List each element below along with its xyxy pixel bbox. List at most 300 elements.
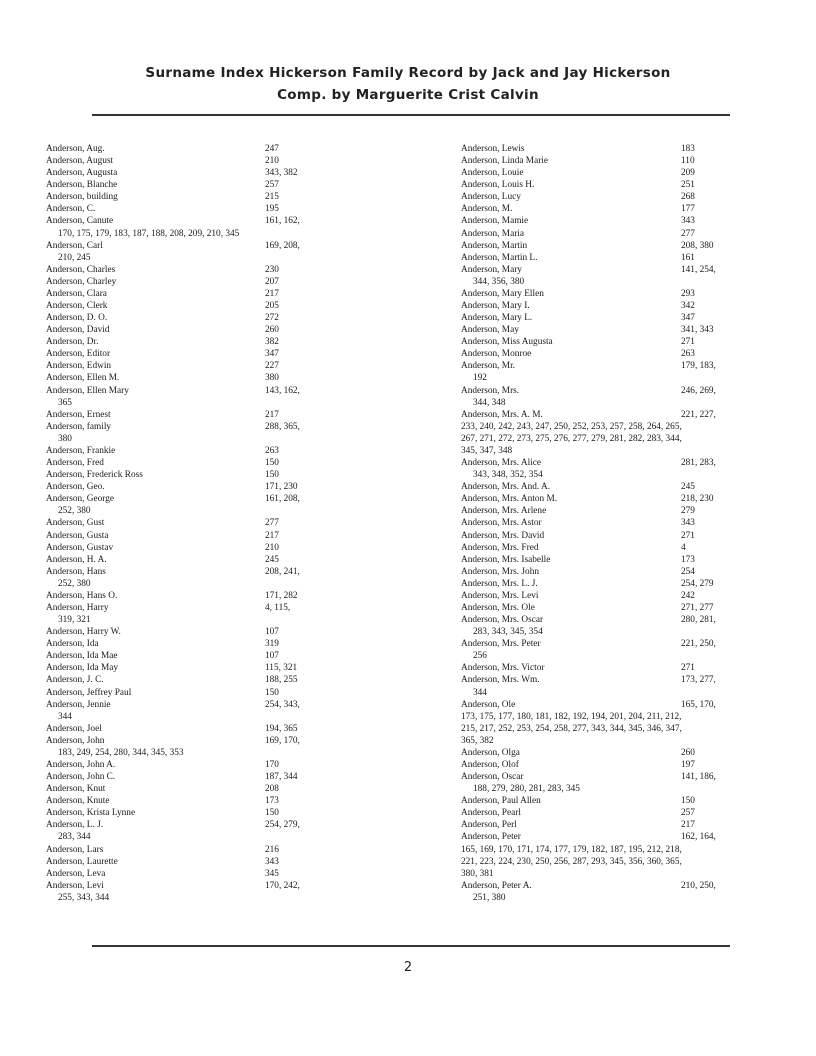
entry-pages-continued: 192	[473, 373, 487, 384]
index-entry	[46, 807, 346, 819]
index-entry	[461, 336, 761, 348]
entry-pages-continued: 283, 343, 345, 354	[473, 627, 543, 638]
entry-name: Anderson, Mrs. Astor	[461, 518, 542, 529]
index-entry	[46, 240, 346, 264]
entry-name: Anderson, Peter	[461, 832, 521, 843]
index-entry	[46, 288, 346, 300]
entry-pages: 268	[681, 192, 695, 203]
entry-pages: 271	[681, 530, 695, 541]
index-entry	[46, 554, 346, 566]
entry-pages: 254, 279	[681, 578, 714, 589]
index-entry	[461, 554, 761, 566]
index-entry	[461, 638, 761, 662]
index-entry	[461, 385, 761, 409]
index-entry	[461, 759, 761, 771]
entry-name: Anderson, Mrs. Fred	[461, 542, 539, 553]
header-title: Surname Index Hickerson Family Record by Jack and Jay Hickerson	[145, 65, 671, 81]
entry-name: Anderson, Frederick Ross	[46, 470, 143, 481]
index-entry	[461, 795, 761, 807]
entry-pages-continued: 252, 380	[58, 506, 91, 517]
entry-name: Anderson, Mrs. Levi	[461, 590, 539, 601]
entry-pages: 277	[265, 518, 279, 529]
entry-pages-continued: 344	[58, 711, 72, 722]
index-entry	[461, 771, 761, 795]
entry-name: Anderson, family	[46, 421, 112, 432]
index-entry	[46, 215, 346, 239]
entry-name: Anderson, Mary L.	[461, 313, 533, 324]
entry-pages: 245	[265, 554, 279, 565]
index-entry	[46, 856, 346, 868]
index-entry	[461, 143, 761, 155]
entry-name: Anderson, Miss Augusta	[461, 337, 553, 348]
entry-pages: 271	[681, 663, 695, 674]
index-entry	[461, 831, 761, 879]
entry-name: Anderson, Lars	[46, 844, 104, 855]
entry-name: Anderson, Mrs. And. A.	[461, 482, 551, 493]
entry-name: Anderson, Mrs. David	[461, 530, 545, 541]
entry-name: Anderson, Krista Lynne	[46, 808, 136, 819]
index-entry	[46, 650, 346, 662]
entry-name: Anderson, Mrs. A. M.	[461, 409, 543, 420]
entry-pages: 210	[265, 542, 279, 553]
index-entry	[46, 481, 346, 493]
index-entry	[461, 517, 761, 529]
header-compiler: Comp. by Marguerite Crist Calvin	[277, 87, 539, 103]
entry-name: Anderson, Mrs. Victor	[461, 663, 545, 674]
entry-name: Anderson, Harry W.	[46, 627, 121, 638]
entry-pages: 347	[265, 349, 279, 360]
entry-name: Anderson, May	[461, 325, 519, 336]
entry-name: Anderson, Louie	[461, 168, 524, 179]
entry-pages: 347	[681, 313, 695, 324]
entry-name: Anderson, Olga	[461, 747, 520, 758]
entry-name: Anderson, Martin	[461, 240, 528, 251]
entry-name: Anderson, Mary I.	[461, 301, 530, 312]
entry-pages: 161	[681, 252, 695, 263]
entry-pages: 254	[681, 566, 695, 577]
index-entry	[46, 566, 346, 590]
entry-pages: 183	[681, 144, 695, 154]
entry-pages: 279	[681, 506, 695, 517]
index-entry	[46, 348, 346, 360]
entry-pages-continued: 233, 240, 242, 243, 247, 250, 252, 253, 257, 258, 264, 265,	[461, 421, 682, 432]
entry-name: Anderson, Clerk	[46, 301, 108, 312]
entry-name: Anderson, Levi	[46, 880, 104, 891]
entry-name: Anderson, Blanche	[46, 180, 118, 191]
entry-name: Anderson, Clara	[46, 288, 107, 299]
entry-pages: 177	[681, 204, 695, 215]
index-entry	[46, 517, 346, 529]
index-entry	[461, 457, 761, 481]
index-entry	[46, 844, 346, 856]
entry-pages: 169, 208,	[265, 240, 300, 251]
entry-pages: 195	[265, 204, 279, 215]
index-entry	[46, 457, 346, 469]
entry-pages: 4	[681, 542, 686, 553]
index-entry	[46, 735, 346, 759]
entry-pages: 171, 282	[265, 590, 298, 601]
entry-name: Anderson, Carl	[46, 240, 103, 251]
entry-pages: 260	[265, 325, 279, 336]
entry-name: Anderson, Mrs. Oscar	[461, 615, 544, 626]
entry-name: Anderson, Laurette	[46, 856, 118, 867]
entry-pages: 150	[265, 687, 279, 698]
entry-pages: 341, 343	[681, 325, 714, 336]
index-entry	[461, 481, 761, 493]
entry-pages: 143, 162,	[265, 385, 300, 396]
entry-pages: 271	[681, 337, 695, 348]
index-entry	[46, 421, 346, 445]
entry-name: Anderson, Frankie	[46, 445, 116, 456]
index-entry	[461, 409, 761, 457]
index-entry	[46, 445, 346, 457]
entry-pages: 209	[681, 168, 695, 179]
index-entry	[46, 409, 346, 421]
entry-name: Anderson, J. C.	[46, 675, 104, 686]
entry-name: Anderson, Perl	[461, 820, 517, 831]
index-entry	[461, 228, 761, 240]
entry-pages: 169, 170,	[265, 735, 300, 746]
entry-name: Anderson, Ida	[46, 639, 99, 650]
entry-name: Anderson, Jeffrey Paul	[46, 687, 132, 698]
entry-pages: 107	[265, 627, 279, 638]
index-entry	[461, 203, 761, 215]
index-entry	[461, 493, 761, 505]
entry-pages-continued: 221, 223, 224, 230, 250, 256, 287, 293, 345, 356, 360, 365,	[461, 856, 682, 867]
index-entry	[461, 614, 761, 638]
entry-pages-continued: 173, 175, 177, 180, 181, 182, 192, 194, 201, 204, 211, 212,	[461, 711, 682, 722]
entry-name: Anderson, Joel	[46, 723, 102, 734]
index-entry	[46, 771, 346, 783]
entry-pages: 218, 230	[681, 494, 714, 505]
index-entry	[461, 662, 761, 674]
entry-pages: 380	[265, 373, 279, 384]
entry-name: Anderson, H. A.	[46, 554, 107, 565]
entry-name: Anderson, Mamie	[461, 216, 529, 227]
entry-name: Anderson, Mrs. Arlene	[461, 506, 547, 517]
index-entry	[461, 542, 761, 554]
entry-pages: 217	[265, 530, 279, 541]
index-entry	[46, 385, 346, 409]
entry-name: Anderson, Hans O.	[46, 590, 118, 601]
entry-pages: 162, 164,	[681, 832, 716, 843]
entry-name: Anderson, Editor	[46, 349, 111, 360]
entry-pages: 110	[681, 156, 695, 167]
entry-name: Anderson, Mrs.	[461, 385, 520, 396]
entry-name: Anderson, Pearl	[461, 808, 521, 819]
entry-name: Anderson, Ernest	[46, 409, 111, 420]
entry-pages-continued: 210, 245	[58, 252, 91, 263]
index-entry	[46, 360, 346, 372]
entry-pages-continued: 252, 380	[58, 578, 91, 589]
index-entry	[461, 252, 761, 264]
index-entry	[461, 288, 761, 300]
entry-pages: 254, 279,	[265, 820, 300, 831]
entry-pages: 205	[265, 301, 279, 312]
index-entry	[46, 324, 346, 336]
entry-name: Anderson, Mrs. Wm.	[461, 675, 540, 686]
index-entry	[46, 699, 346, 723]
entry-pages: 197	[681, 759, 695, 770]
index-entry	[461, 300, 761, 312]
entry-name: Anderson, Mrs. Anton M.	[461, 494, 558, 505]
entry-pages: 170	[265, 759, 279, 770]
entry-name: Anderson, Martin L.	[461, 252, 538, 263]
entry-pages: 170, 242,	[265, 880, 300, 891]
index-entry	[461, 578, 761, 590]
index-entry	[461, 566, 761, 578]
entry-pages: 4, 115,	[265, 602, 291, 613]
entry-pages-continued: 380, 381	[461, 868, 494, 879]
entry-pages: 245	[681, 482, 695, 493]
index-entry	[461, 807, 761, 819]
entry-pages-continued: 344, 348	[473, 397, 506, 408]
entry-pages: 217	[265, 409, 279, 420]
index-entry	[46, 674, 346, 686]
entry-pages: 161, 162,	[265, 216, 300, 227]
page-number: 2	[403, 960, 413, 975]
entry-name: Anderson, Louis H.	[461, 180, 535, 191]
index-entry	[46, 179, 346, 191]
index-entry	[46, 723, 346, 735]
index-entry	[461, 530, 761, 542]
entry-name: Anderson, Oscar	[461, 772, 524, 783]
entry-pages: 208	[265, 784, 279, 795]
index-entry	[46, 590, 346, 602]
entry-pages-continued: 256	[473, 651, 487, 662]
entry-pages: 217	[681, 820, 695, 831]
entry-name: Anderson, Gustav	[46, 542, 114, 553]
entry-name: Anderson, George	[46, 494, 114, 505]
entry-pages: 293	[681, 288, 695, 299]
entry-name: Anderson, August	[46, 156, 114, 167]
entry-name: Anderson, Harry	[46, 602, 109, 613]
entry-name: Anderson, Lucy	[461, 192, 521, 203]
entry-pages: 221, 227,	[681, 409, 716, 420]
entry-pages: 230	[265, 264, 279, 275]
entry-pages: 173	[681, 554, 695, 565]
index-entry	[461, 880, 761, 904]
index-entry	[46, 602, 346, 626]
entry-name: Anderson, L. J.	[46, 820, 104, 831]
entry-name: Anderson, Leva	[46, 868, 106, 879]
entry-pages: 187, 344	[265, 772, 298, 783]
page-header	[0, 62, 816, 106]
entry-name: Anderson, Jennie	[46, 699, 111, 710]
entry-pages-continued: 343, 348, 352, 354	[473, 470, 543, 481]
entry-name: Anderson, Mrs. Ole	[461, 602, 535, 613]
entry-pages: 288, 365,	[265, 421, 300, 432]
entry-pages: 242	[681, 590, 695, 601]
entry-pages: 263	[265, 445, 279, 456]
entry-name: Anderson, Dr.	[46, 337, 99, 348]
entry-name: Anderson, Charley	[46, 276, 117, 287]
index-entry	[46, 530, 346, 542]
entry-name: Anderson, M.	[461, 204, 513, 215]
entry-pages: 382	[265, 337, 279, 348]
entry-pages: 107	[265, 651, 279, 662]
entry-name: Anderson, Monroe	[461, 349, 532, 360]
entry-pages-continued: 319, 321	[58, 615, 91, 626]
entry-pages: 345	[265, 868, 279, 879]
index-entry	[46, 264, 346, 276]
entry-name: Anderson, Knute	[46, 796, 110, 807]
index-entry	[46, 795, 346, 807]
entry-name: Anderson, David	[46, 325, 110, 336]
index-entry	[46, 191, 346, 203]
entry-name: Anderson, Ida May	[46, 663, 119, 674]
entry-pages-continued: 251, 380	[473, 892, 506, 903]
index-entry	[461, 348, 761, 360]
entry-name: Anderson, Peter A.	[461, 880, 532, 891]
entry-pages: 343	[681, 518, 695, 529]
entry-pages-continued: 188, 279, 280, 281, 283, 345	[473, 784, 580, 795]
index-entry	[461, 602, 761, 614]
entry-pages: 246, 269,	[681, 385, 716, 396]
index-entry	[46, 880, 346, 904]
entry-name: Anderson, Edwin	[46, 361, 112, 372]
entry-name: Anderson, Lewis	[461, 144, 525, 154]
entry-pages: 115, 321	[265, 663, 298, 674]
entry-pages: 263	[681, 349, 695, 360]
index-entry	[461, 674, 761, 698]
index-entry	[461, 505, 761, 517]
index-entry	[461, 312, 761, 324]
index-entry	[461, 191, 761, 203]
index-entry	[461, 240, 761, 252]
entry-pages-continued: 344, 356, 380	[473, 276, 525, 287]
index-entry	[46, 626, 346, 638]
entry-name: Anderson, Mrs. L. J.	[461, 578, 538, 589]
entry-pages: 277	[681, 228, 695, 239]
entry-name: Anderson, Gust	[46, 518, 105, 529]
entry-pages: 257	[681, 808, 695, 819]
entry-name: Anderson, Charles	[46, 264, 116, 275]
entry-pages: 210	[265, 156, 279, 167]
footer-rule	[92, 945, 730, 947]
entry-pages-continued: 183, 249, 254, 280, 344, 345, 353	[58, 747, 184, 758]
index-entry	[461, 215, 761, 227]
entry-pages: 141, 254,	[681, 264, 716, 275]
entry-pages: 281, 283,	[681, 458, 716, 469]
entry-name: Anderson, D. O.	[46, 313, 108, 324]
index-entry	[46, 469, 346, 481]
entry-pages: 171, 230	[265, 482, 298, 493]
index-entry	[461, 819, 761, 831]
entry-pages-continued: 165, 169, 170, 171, 174, 177, 179, 182, 187, 195, 212, 218,	[461, 844, 682, 855]
entry-name: Anderson, Mary Ellen	[461, 288, 544, 299]
entry-pages-continued: 344	[473, 687, 487, 698]
index-column-right	[461, 143, 761, 904]
index-entry	[461, 179, 761, 191]
index-entry	[46, 662, 346, 674]
entry-name: Anderson, John A.	[46, 759, 116, 770]
entry-pages: 150	[265, 458, 279, 469]
entry-name: Anderson, Augusta	[46, 168, 118, 179]
entry-pages: 343	[265, 856, 279, 867]
index-entry	[461, 699, 761, 747]
entry-pages-continued: 255, 343, 344	[58, 892, 110, 903]
entry-name: Anderson, Mr.	[461, 361, 515, 372]
index-entry	[461, 155, 761, 167]
index-entry	[46, 276, 346, 288]
index-entry	[46, 819, 346, 843]
index-entry	[46, 687, 346, 699]
entry-pages: 173, 277,	[681, 675, 716, 686]
entry-pages: 319	[265, 639, 279, 650]
index-entry	[461, 324, 761, 336]
entry-name: Anderson, C.	[46, 204, 96, 215]
entry-pages: 179, 183,	[681, 361, 716, 372]
entry-pages-continued: 365	[58, 397, 72, 408]
entry-pages-continued: 170, 175, 179, 183, 187, 188, 208, 209, 210, 345	[58, 228, 240, 239]
entry-name: Anderson, Linda Marie	[461, 156, 549, 167]
entry-name: Anderson, Ellen Mary	[46, 385, 129, 396]
entry-pages: 343, 382	[265, 168, 298, 179]
entry-pages: 257	[265, 180, 279, 191]
entry-name: Anderson, Mrs. Isabelle	[461, 554, 551, 565]
entry-name: Anderson, Ole	[461, 699, 516, 710]
entry-pages: 280, 281,	[681, 615, 716, 626]
entry-name: Anderson, Ida Mae	[46, 651, 118, 662]
entry-name: Anderson, Fred	[46, 458, 104, 469]
entry-pages: 210, 250,	[681, 880, 716, 891]
entry-name: Anderson, Mrs. John	[461, 566, 539, 577]
entry-pages: 254, 343,	[265, 699, 300, 710]
entry-pages: 251	[681, 180, 695, 191]
entry-pages: 272	[265, 313, 279, 324]
index-entry	[46, 143, 346, 155]
entry-pages-continued: 380	[58, 433, 72, 444]
entry-pages: 227	[265, 361, 279, 372]
entry-pages-continued: 215, 217, 252, 253, 254, 258, 277, 343, 344, 345, 346, 347,	[461, 723, 682, 734]
entry-name: Anderson, Ellen M.	[46, 373, 120, 384]
entry-pages-continued: 283, 344	[58, 832, 91, 843]
index-entry	[46, 336, 346, 348]
index-entry	[46, 868, 346, 880]
entry-name: Anderson, Gusta	[46, 530, 109, 541]
entry-pages: 161, 208,	[265, 494, 300, 505]
entry-pages: 150	[681, 796, 695, 807]
entry-pages: 217	[265, 288, 279, 299]
entry-pages: 342	[681, 301, 695, 312]
entry-name: Anderson, Paul Allen	[461, 796, 541, 807]
index-entry	[46, 312, 346, 324]
index-entry	[46, 372, 346, 384]
index-entry	[46, 203, 346, 215]
entry-name: Anderson, John	[46, 735, 105, 746]
index-entry	[46, 638, 346, 650]
entry-pages: 141, 186,	[681, 772, 716, 783]
entry-pages: 194, 365	[265, 723, 298, 734]
entry-name: Anderson, Mrs. Peter	[461, 639, 541, 650]
index-column-left	[46, 143, 346, 904]
entry-pages: 150	[265, 470, 279, 481]
entry-pages: 173	[265, 796, 279, 807]
entry-name: Anderson, Geo.	[46, 482, 105, 493]
entry-pages-continued: 345, 347, 348	[461, 445, 513, 456]
index-entry	[461, 264, 761, 288]
entry-pages: 215	[265, 192, 279, 203]
index-entry	[461, 590, 761, 602]
entry-pages-continued: 267, 271, 272, 273, 275, 276, 277, 279, 281, 282, 283, 344,	[461, 433, 682, 444]
index-entry	[461, 747, 761, 759]
entry-pages: 343	[681, 216, 695, 227]
entry-name: Anderson, Knut	[46, 784, 106, 795]
entry-name: Anderson, building	[46, 192, 118, 203]
entry-pages: 247	[265, 144, 279, 154]
entry-pages: 188, 255	[265, 675, 298, 686]
